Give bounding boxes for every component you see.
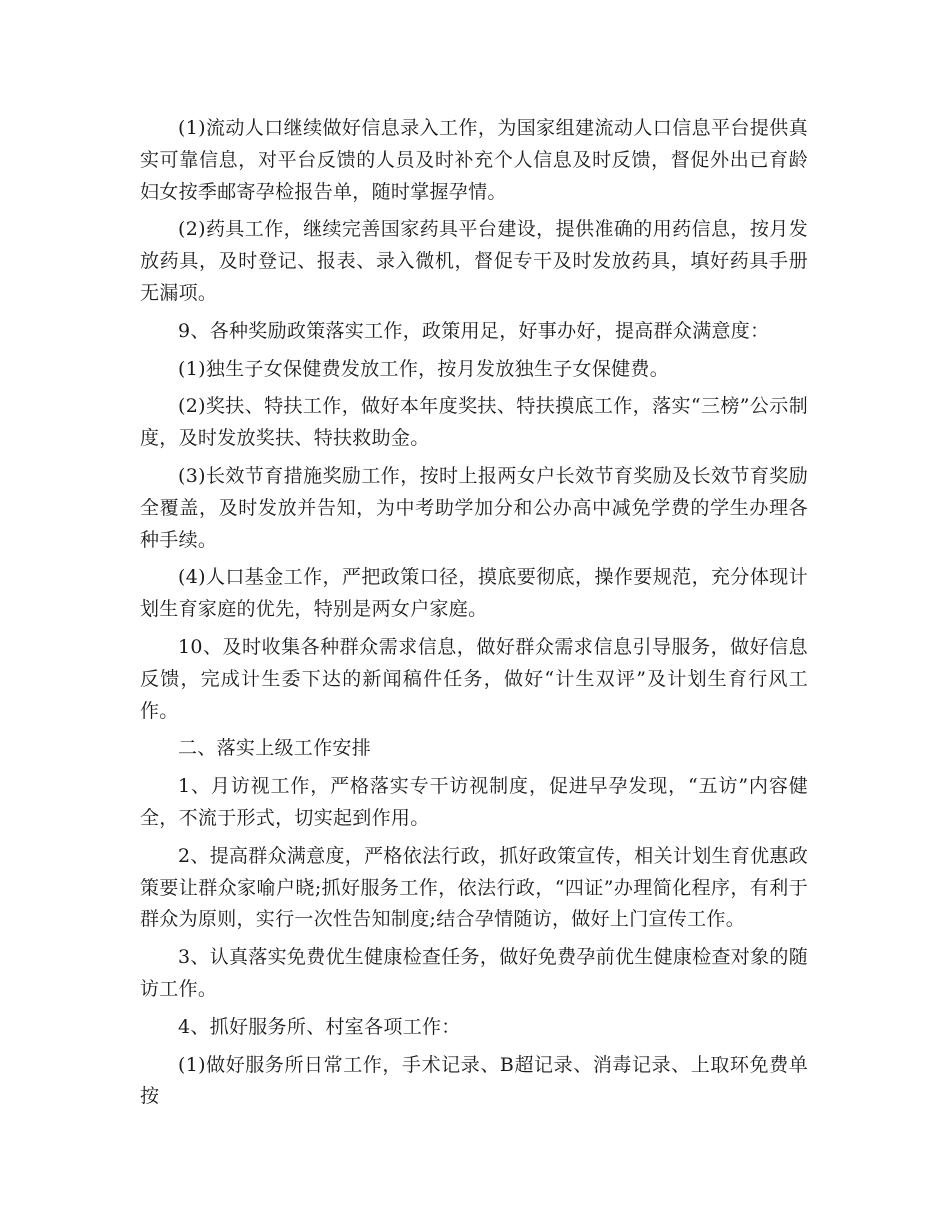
paragraph-heading-service-stations: 4、抓好服务所、村室各项工作： xyxy=(178,1015,461,1038)
paragraph-public-demand-info: 10、及时收集各种群众需求信息，做好群众需求信息引导服务，做好信息反馈，完成计生委下达的新闻稿件任务，做好“计生双评”及计划生育行风工作。 xyxy=(140,635,808,722)
paragraph-daily-service-work: (1)做好服务所日常工作，手术记录、B超记录、消毒记录、上取环免费单按 xyxy=(140,1053,808,1108)
paragraph-only-child-fee: (1)独生子女保健费发放工作，按月发放独生子女保健费。 xyxy=(178,357,670,380)
section-heading-superior-work: 二、落实上级工作安排 xyxy=(178,737,372,760)
paragraph-public-satisfaction: 2、提高群众满意度，严格依法行政，抓好政策宣传，相关计划生育优惠政策要让群众家喻户晓;抓好服务工作，依法行政，“四证”办理简化程序，有利于群众为原则，实行一次性告知制度;结合孕情随访，做好上门宣传工作。 xyxy=(140,844,808,931)
paragraph-health-checks: 3、认真落实免费优生健康检查任务，做好免费孕前优生健康检查对象的随访工作。 xyxy=(140,946,808,1000)
document-page xyxy=(140,113,808,1119)
paragraph-floating-population: (1)流动人口继续做好信息录入工作，为国家组建流动人口信息平台提供真实可靠信息，对平台反馈的人员及时补充个人信息及时反馈，督促外出已育龄妇女按季邮寄孕检报告单，随时掌握孕情。 xyxy=(140,117,808,203)
paragraph-contraceptive-work: (2)药具工作，继续完善国家药具平台建设，提供准确的用药信息，按月发放药具，及时登记、报表、录入微机，督促专干及时发放药具，填好药具手册无漏项。 xyxy=(140,218,808,304)
paragraph-population-fund: (4)人口基金工作，严把政策口径，摸底要彻底，操作要规范，充分体现计划生育家庭的优先，特别是两女户家庭。 xyxy=(140,566,808,621)
paragraph-monthly-visits: 1、月访视工作，严格落实专干访视制度，促进早孕发现，“五访”内容健全，不流于形式，切实起到作用。 xyxy=(140,775,808,829)
paragraph-special-assistance: (2)奖扶、特扶工作，做好本年度奖扶、特扶摸底工作，落实“三榜”公示制度，及时发放奖扶、特扶救助金。 xyxy=(140,395,808,450)
paragraph-heading-incentive-policies: 9、各种奖励政策落实工作，政策用足，好事办好，提高群众满意度： xyxy=(178,319,770,342)
paragraph-long-term-contraception: (3)长效节育措施奖励工作，按时上报两女户长效节育奖励及长效节育奖励全覆盖，及时发放并告知，为中考助学加分和公办高中减免学费的学生办理各种手续。 xyxy=(140,464,808,551)
